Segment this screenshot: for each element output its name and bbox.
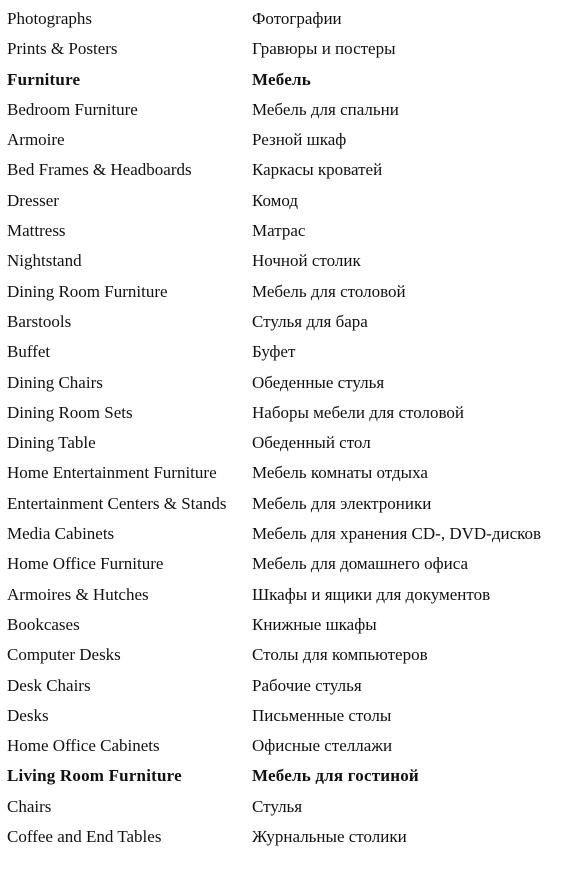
glossary-row xyxy=(0,644,583,674)
glossary-row xyxy=(0,38,583,68)
term-russian: Столы для компьютеров xyxy=(252,645,428,665)
glossary-row xyxy=(0,523,583,553)
term-english: Bed Frames & Headboards xyxy=(7,160,192,180)
glossary-row xyxy=(0,250,583,280)
term-russian: Мебель для столовой xyxy=(252,281,406,301)
term-english: Bookcases xyxy=(7,614,80,634)
term-english: Entertainment Centers & Stands xyxy=(7,493,227,513)
term-russian: Резной шкаф xyxy=(252,130,347,150)
term-russian: Каркасы кроватей xyxy=(252,160,383,180)
term-english: Armoire xyxy=(7,130,65,150)
term-russian: Комод xyxy=(252,190,299,210)
glossary-table xyxy=(0,8,583,856)
term-english: Photographs xyxy=(7,9,92,28)
glossary-row xyxy=(0,735,583,765)
term-english: Home Office Cabinets xyxy=(7,736,160,756)
glossary-row xyxy=(0,462,583,492)
term-english: Computer Desks xyxy=(7,645,121,665)
glossary-row xyxy=(0,372,583,402)
term-english: Coffee and End Tables xyxy=(7,827,162,847)
glossary-row xyxy=(0,553,583,583)
term-english: Prints & Posters xyxy=(7,39,118,59)
term-russian: Ночной столик xyxy=(252,251,361,271)
glossary-row xyxy=(0,190,583,220)
glossary-row xyxy=(0,614,583,644)
glossary-row xyxy=(0,432,583,462)
term-russian: Гравюры и постеры xyxy=(252,39,396,59)
section-heading-row xyxy=(0,765,583,795)
term-russian: Рабочие стулья xyxy=(252,675,362,695)
section-heading-row xyxy=(0,69,583,99)
glossary-row xyxy=(0,675,583,705)
term-russian: Мебель для хранения CD-, DVD-дисков xyxy=(252,524,542,544)
section-heading-english: Living Room Furniture xyxy=(7,766,182,786)
term-russian: Матрас xyxy=(252,221,306,241)
term-russian: Журнальные столики xyxy=(252,827,407,847)
glossary-row xyxy=(0,796,583,826)
term-english: Media Cabinets xyxy=(7,524,115,544)
term-russian: Наборы мебели для столовой xyxy=(252,402,464,422)
term-russian: Мебель для домашнего офиса xyxy=(252,554,469,574)
term-russian: Стулья для бара xyxy=(252,311,368,331)
term-english: Home Entertainment Furniture xyxy=(7,463,217,483)
section-heading-english: Furniture xyxy=(7,69,81,89)
term-russian: Мебель для спальни xyxy=(252,99,399,119)
term-english: Home Office Furniture xyxy=(7,554,164,574)
term-russian: Книжные шкафы xyxy=(252,614,377,634)
glossary-row xyxy=(0,311,583,341)
term-english: Dining Table xyxy=(7,433,96,453)
term-russian: Фотографии xyxy=(252,9,342,28)
term-english: Dresser xyxy=(7,190,59,210)
glossary-row xyxy=(0,493,583,523)
term-english: Dining Room Sets xyxy=(7,402,133,422)
term-russian: Шкафы и ящики для документов xyxy=(252,584,491,604)
glossary-row xyxy=(0,705,583,735)
term-english: Barstools xyxy=(7,311,72,331)
section-heading-russian: Мебель xyxy=(252,69,311,89)
section-heading-russian: Мебель для гостиной xyxy=(252,766,419,786)
glossary-row xyxy=(0,826,583,856)
term-english: Dining Chairs xyxy=(7,372,103,392)
term-russian: Стулья xyxy=(252,796,303,816)
term-english: Dining Room Furniture xyxy=(7,281,168,301)
glossary-row xyxy=(0,341,583,371)
glossary-row xyxy=(0,129,583,159)
term-english: Chairs xyxy=(7,796,52,816)
glossary-row xyxy=(0,281,583,311)
term-english: Mattress xyxy=(7,221,66,241)
term-english: Nightstand xyxy=(7,251,82,271)
glossary-row xyxy=(0,220,583,250)
term-russian: Офисные стеллажи xyxy=(252,736,393,756)
term-russian: Мебель комнаты отдыха xyxy=(252,463,428,483)
glossary-row xyxy=(0,8,583,38)
term-russian: Письменные столы xyxy=(252,705,392,725)
term-russian: Обеденный стол xyxy=(252,433,371,453)
term-russian: Обеденные стулья xyxy=(252,372,385,392)
term-russian: Мебель для электроники xyxy=(252,493,432,513)
term-english: Buffet xyxy=(7,342,51,362)
term-english: Bedroom Furniture xyxy=(7,99,138,119)
glossary-row xyxy=(0,99,583,129)
glossary-row xyxy=(0,402,583,432)
glossary-row xyxy=(0,584,583,614)
term-russian: Буфет xyxy=(252,342,296,362)
term-english: Desk Chairs xyxy=(7,675,91,695)
term-english: Desks xyxy=(7,705,49,725)
glossary-row xyxy=(0,159,583,189)
term-english: Armoires & Hutches xyxy=(7,584,149,604)
